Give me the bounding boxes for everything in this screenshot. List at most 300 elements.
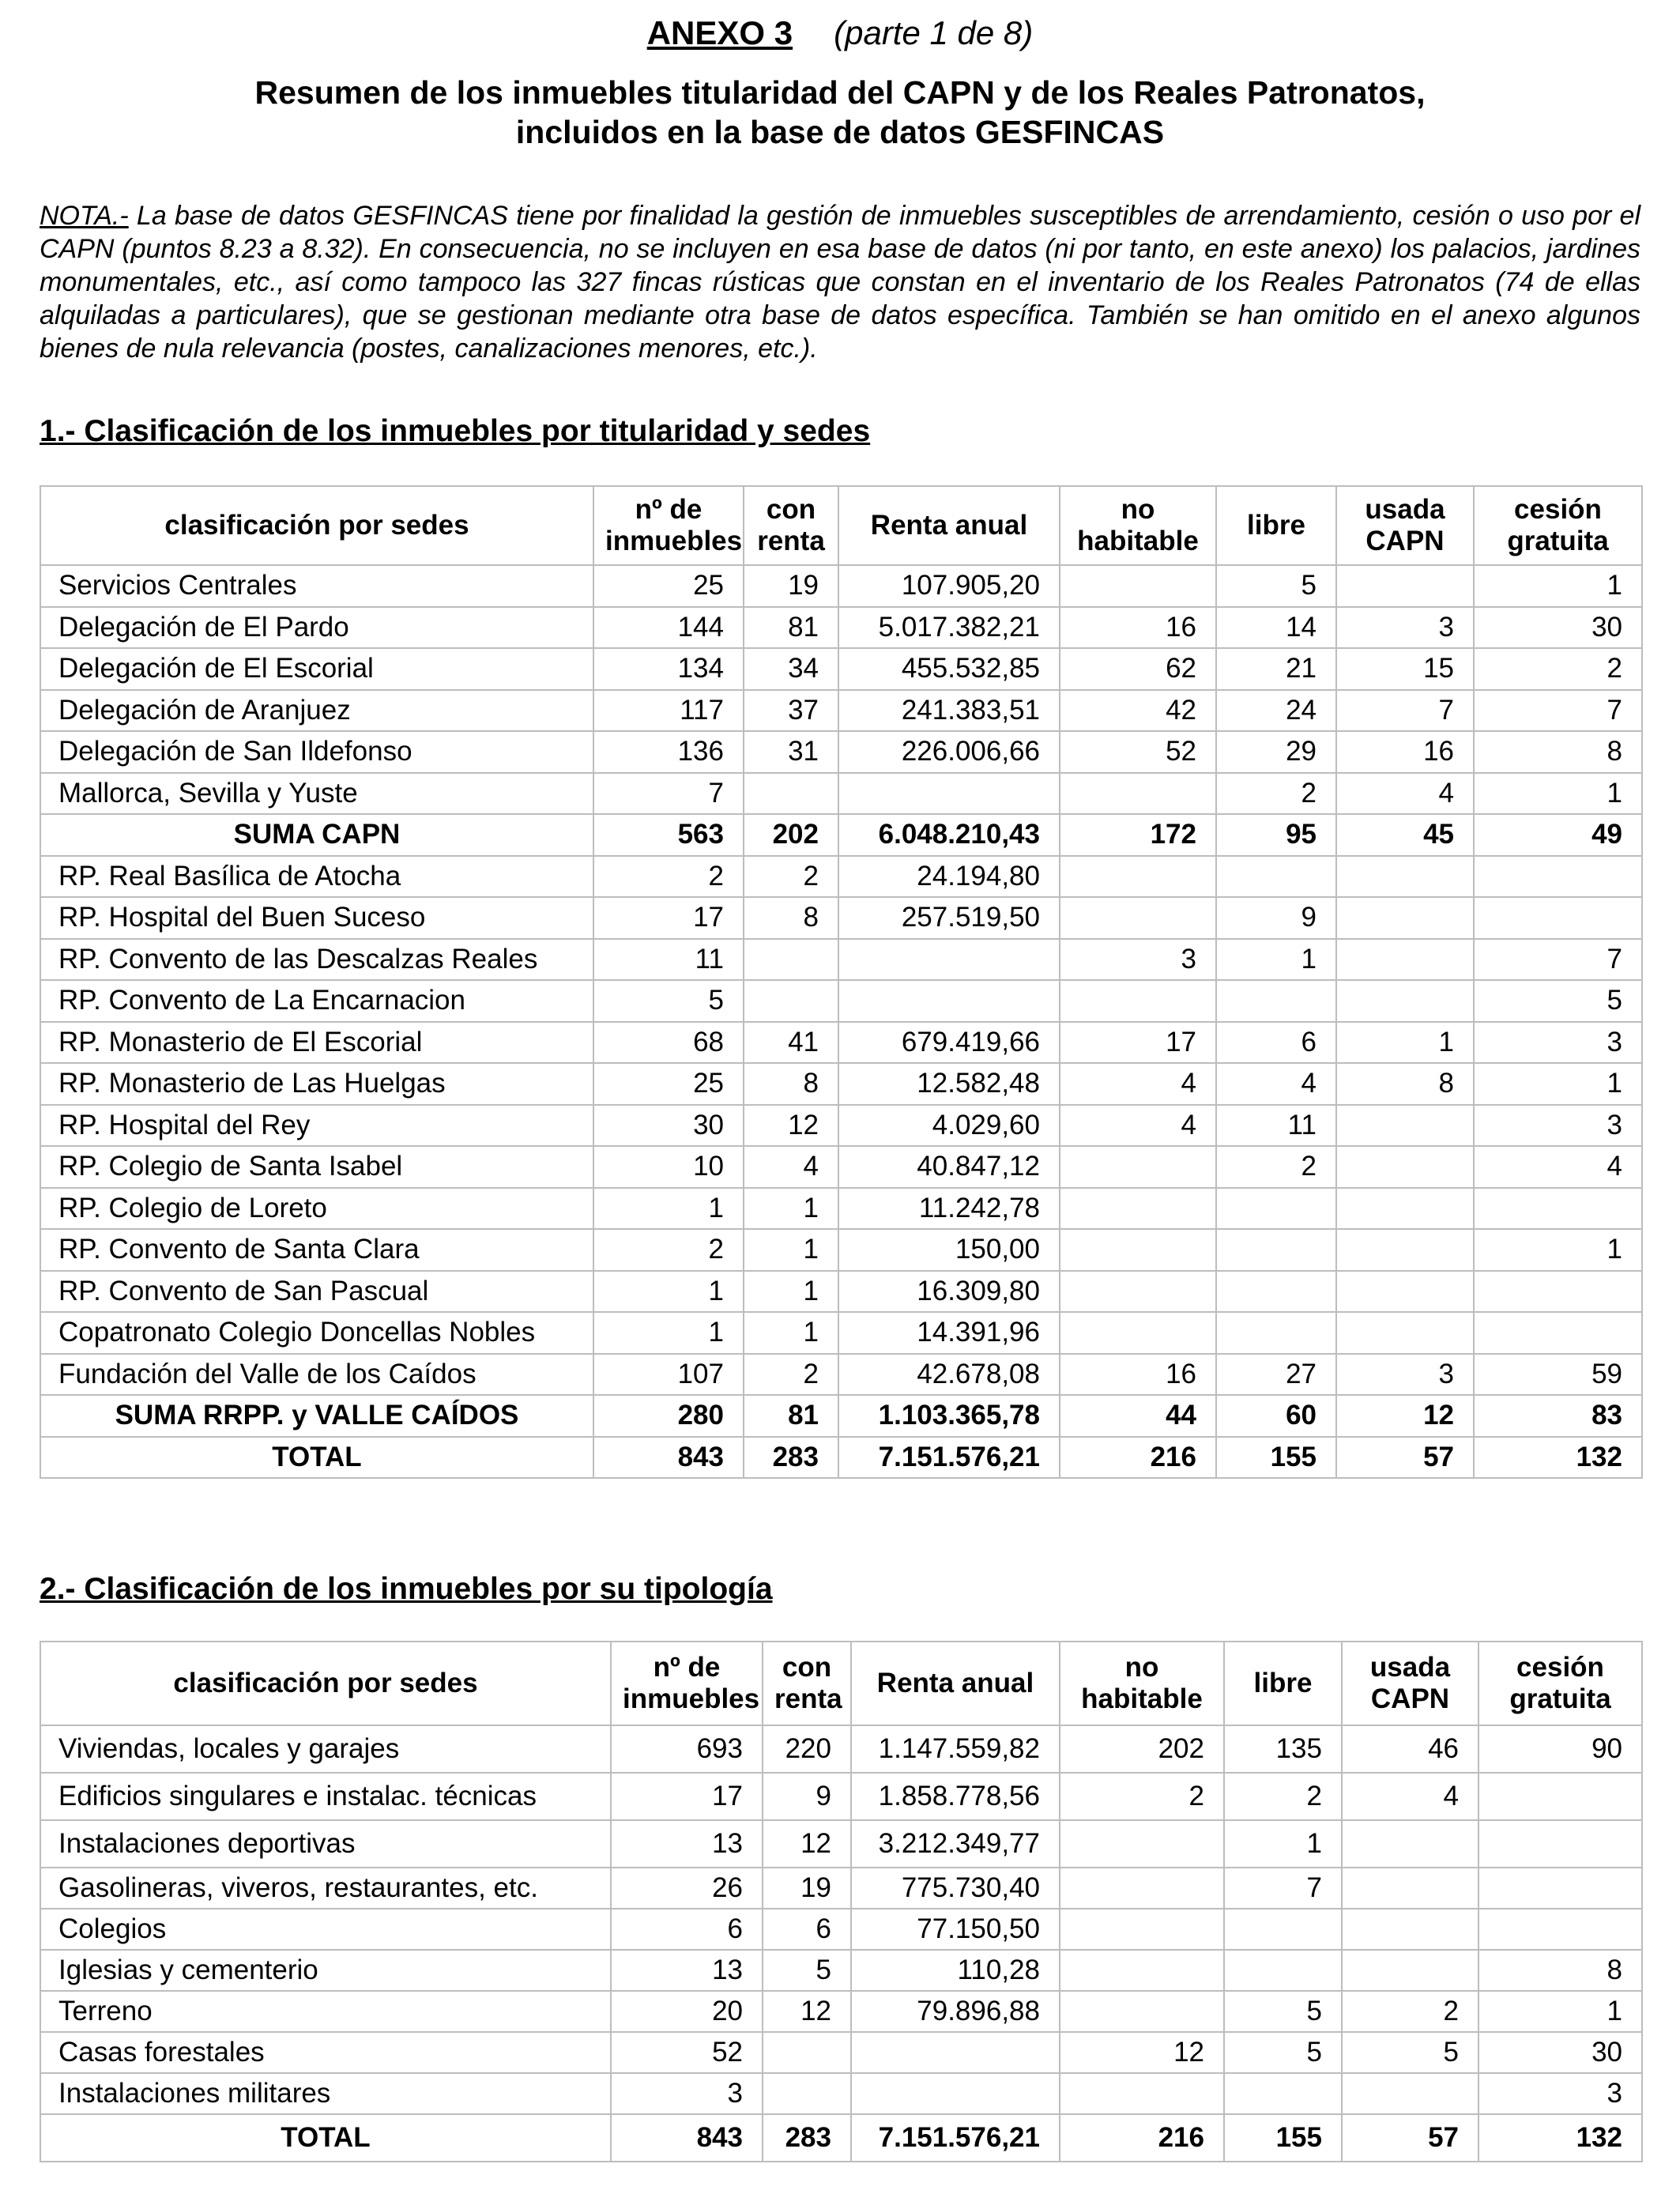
subtitle-line-2: incluidos en la base de datos GESFINCAS <box>515 114 1165 150</box>
document-subtitle <box>0 73 1680 152</box>
value-cell: 30 <box>1478 2032 1642 2073</box>
value-cell: 1.103.365,78 <box>838 1395 1060 1437</box>
value-cell <box>1478 1868 1642 1909</box>
value-cell <box>1060 2073 1224 2114</box>
table-row <box>40 1188 1642 1230</box>
value-cell: 216 <box>1060 1437 1216 1479</box>
value-cell: 8 <box>744 1063 838 1105</box>
value-cell: 16 <box>1060 1354 1216 1396</box>
value-cell: 144 <box>593 607 744 649</box>
value-cell: 843 <box>593 1437 744 1479</box>
value-cell <box>1060 1229 1216 1271</box>
column-header <box>1336 486 1474 565</box>
value-cell: 843 <box>611 2114 763 2162</box>
value-cell: 81 <box>744 607 838 649</box>
row-label-cell: Gasolineras, viveros, restaurantes, etc. <box>40 1868 611 1909</box>
column-header-text: CAPN <box>1370 1683 1450 1714</box>
column-header <box>838 486 1060 565</box>
value-cell <box>1478 1773 1642 1820</box>
value-cell: 79.896,88 <box>851 1991 1060 2032</box>
value-cell: 172 <box>1060 814 1216 856</box>
column-header-text: habitable <box>1081 1683 1203 1714</box>
value-cell: 4 <box>1216 1063 1336 1105</box>
value-cell <box>1216 980 1336 1022</box>
column-header-text: renta <box>757 526 825 556</box>
section-1-heading: 1.- Clasificación de los inmuebles por titularidad y sedes <box>40 414 871 448</box>
column-header-text: clasificación por sedes <box>164 510 469 541</box>
row-label-cell: RP. Monasterio de Las Huelgas <box>40 1063 593 1105</box>
annex-part: (parte 1 de 8) <box>834 14 1034 51</box>
row-label-cell: Casas forestales <box>40 2032 611 2073</box>
row-label-cell: Servicios Centrales <box>40 565 593 607</box>
table-row <box>40 1022 1642 1064</box>
value-cell: 2 <box>1216 773 1336 815</box>
row-label-cell: Colegios <box>40 1909 611 1950</box>
total-row <box>40 1395 1642 1437</box>
row-label-cell: RP. Hospital del Buen Suceso <box>40 897 593 939</box>
value-cell: 8 <box>1336 1063 1474 1105</box>
value-cell: 1 <box>1478 1991 1642 2032</box>
row-label-cell: TOTAL <box>40 2114 611 2162</box>
value-cell <box>1336 939 1474 981</box>
value-cell <box>1216 1312 1336 1354</box>
row-label-cell: RP. Monasterio de El Escorial <box>40 1022 593 1064</box>
value-cell: 4 <box>744 1146 838 1188</box>
table-row <box>40 856 1642 898</box>
value-cell: 1 <box>744 1271 838 1313</box>
column-header-text: renta <box>774 1683 842 1714</box>
value-cell: 90 <box>1478 1725 1642 1773</box>
value-cell <box>1342 1909 1478 1950</box>
value-cell: 45 <box>1336 814 1474 856</box>
value-cell: 679.419,66 <box>838 1022 1060 1064</box>
value-cell: 21 <box>1216 648 1336 690</box>
table-row <box>40 731 1642 773</box>
value-cell: 5.017.382,21 <box>838 607 1060 649</box>
value-cell: 2 <box>1342 1991 1478 2032</box>
value-cell: 8 <box>1474 731 1642 773</box>
table-row <box>40 980 1642 1022</box>
value-cell: 257.519,50 <box>838 897 1060 939</box>
value-cell: 1 <box>1336 1022 1474 1064</box>
table-row <box>40 897 1642 939</box>
note-text: La base de datos GESFINCAS tiene por finalidad la gestión de inmuebles susceptibles de arrendamiento, cesión o uso por el CAPN (puntos 8.23 a 8.32). En consecuencia, no se incluyen en esa base de datos (ni por tanto, en este anexo) los palacios, jardines monumentales, etc., así como tampoco las 327 fincas rústicas que constan en el inventario de los Reales Patronatos (74 de ellas alquiladas a particulares), que se gestionan mediante otra base de datos específica. También se han omitido en el anexo algunos bienes de nula relevancia (postes, canalizaciones menores, etc.). <box>40 201 1640 364</box>
table-by-typology <box>40 1641 1643 2162</box>
value-cell: 19 <box>744 565 838 607</box>
value-cell <box>1224 2073 1342 2114</box>
column-header-text: con <box>782 1652 832 1683</box>
value-cell <box>1336 856 1474 898</box>
table-row <box>40 607 1642 649</box>
value-cell: 20 <box>611 1991 763 2032</box>
value-cell <box>1478 1909 1642 1950</box>
value-cell <box>1060 1271 1216 1313</box>
value-cell: 49 <box>1474 814 1642 856</box>
value-cell: 26 <box>611 1868 763 1909</box>
value-cell <box>851 2032 1060 2073</box>
value-cell <box>1474 897 1642 939</box>
value-cell: 1.858.778,56 <box>851 1773 1060 1820</box>
value-cell <box>1336 1146 1474 1188</box>
value-cell: 2 <box>1216 1146 1336 1188</box>
table-row <box>40 1868 1642 1909</box>
column-header <box>40 486 593 565</box>
value-cell <box>1336 1188 1474 1230</box>
column-header <box>1060 486 1216 565</box>
value-cell: 693 <box>611 1725 763 1773</box>
table-row <box>40 1909 1642 1950</box>
value-cell: 6 <box>611 1909 763 1950</box>
total-row <box>40 1437 1642 1479</box>
column-header <box>1216 486 1336 565</box>
column-header <box>744 486 838 565</box>
value-cell: 1 <box>1224 1820 1342 1868</box>
value-cell: 37 <box>744 690 838 732</box>
value-cell: 1 <box>1474 1229 1642 1271</box>
row-label-cell: Terreno <box>40 1991 611 2032</box>
value-cell: 1 <box>1474 1063 1642 1105</box>
value-cell <box>744 980 838 1022</box>
value-cell: 117 <box>593 690 744 732</box>
value-cell: 1.147.559,82 <box>851 1725 1060 1773</box>
value-cell: 2 <box>1224 1773 1342 1820</box>
table-row <box>40 565 1642 607</box>
row-label-cell: RP. Convento de Santa Clara <box>40 1229 593 1271</box>
value-cell: 41 <box>744 1022 838 1064</box>
value-cell <box>1474 1188 1642 1230</box>
value-cell <box>1060 1991 1224 2032</box>
value-cell: 42.678,08 <box>838 1354 1060 1396</box>
value-cell: 14 <box>1216 607 1336 649</box>
value-cell: 62 <box>1060 648 1216 690</box>
value-cell: 241.383,51 <box>838 690 1060 732</box>
value-cell: 7 <box>1474 690 1642 732</box>
value-cell <box>1474 1312 1642 1354</box>
column-header <box>1060 1642 1224 1725</box>
value-cell: 283 <box>744 1437 838 1479</box>
value-cell: 13 <box>611 1820 763 1868</box>
value-cell: 2 <box>744 856 838 898</box>
column-header-text: con <box>766 494 816 525</box>
table-row <box>40 1105 1642 1147</box>
value-cell: 3 <box>1336 1354 1474 1396</box>
value-cell: 107.905,20 <box>838 565 1060 607</box>
value-cell <box>1060 856 1216 898</box>
table-row <box>40 1950 1642 1991</box>
value-cell: 775.730,40 <box>851 1868 1060 1909</box>
value-cell: 455.532,85 <box>838 648 1060 690</box>
table-row <box>40 1991 1642 2032</box>
value-cell: 2 <box>744 1354 838 1396</box>
value-cell <box>1060 565 1216 607</box>
row-label-cell: TOTAL <box>40 1437 593 1479</box>
value-cell: 5 <box>1342 2032 1478 2073</box>
row-label-cell: Delegación de El Escorial <box>40 648 593 690</box>
value-cell: 1 <box>593 1312 744 1354</box>
column-header <box>40 1642 611 1725</box>
annex-title: ANEXO 3 <box>646 14 793 51</box>
column-header <box>593 486 744 565</box>
value-cell: 31 <box>744 731 838 773</box>
column-header <box>763 1642 851 1725</box>
value-cell <box>1342 1950 1478 1991</box>
value-cell: 12.582,48 <box>838 1063 1060 1105</box>
table-row <box>40 1725 1642 1773</box>
value-cell: 10 <box>593 1146 744 1188</box>
value-cell: 1 <box>1474 565 1642 607</box>
document-title <box>0 11 1680 55</box>
value-cell: 4 <box>1474 1146 1642 1188</box>
value-cell: 5 <box>1224 1991 1342 2032</box>
value-cell <box>763 2073 851 2114</box>
value-cell: 6 <box>1216 1022 1336 1064</box>
value-cell: 81 <box>744 1395 838 1437</box>
column-header-text: nº de <box>653 1652 721 1683</box>
table-row <box>40 1354 1642 1396</box>
value-cell: 1 <box>1474 773 1642 815</box>
row-label-cell: Viviendas, locales y garajes <box>40 1725 611 1773</box>
value-cell: 40.847,12 <box>838 1146 1060 1188</box>
row-label-cell: Edificios singulares e instalac. técnicas <box>40 1773 611 1820</box>
value-cell <box>1060 1312 1216 1354</box>
value-cell <box>1478 1820 1642 1868</box>
note-label: NOTA.- <box>40 201 129 231</box>
table-body <box>40 565 1642 1478</box>
value-cell: 283 <box>763 2114 851 2162</box>
table-row <box>40 1312 1642 1354</box>
value-cell: 12 <box>763 1820 851 1868</box>
value-cell <box>1060 1188 1216 1230</box>
value-cell: 202 <box>744 814 838 856</box>
value-cell: 3 <box>1474 1105 1642 1147</box>
value-cell: 17 <box>611 1773 763 1820</box>
value-cell <box>1336 897 1474 939</box>
value-cell: 136 <box>593 731 744 773</box>
value-cell <box>1216 856 1336 898</box>
value-cell: 4 <box>1060 1063 1216 1105</box>
value-cell: 6 <box>763 1909 851 1950</box>
value-cell: 17 <box>593 897 744 939</box>
value-cell: 8 <box>1478 1950 1642 1991</box>
column-header-text: CAPN <box>1365 526 1445 556</box>
value-cell: 19 <box>763 1868 851 1909</box>
row-label-cell: RP. Colegio de Loreto <box>40 1188 593 1230</box>
value-cell: 14.391,96 <box>838 1312 1060 1354</box>
value-cell: 17 <box>1060 1022 1216 1064</box>
row-label-cell: Delegación de San Ildefonso <box>40 731 593 773</box>
value-cell: 280 <box>593 1395 744 1437</box>
value-cell <box>1474 856 1642 898</box>
value-cell <box>851 2073 1060 2114</box>
value-cell: 5 <box>763 1950 851 1991</box>
value-cell <box>1224 1950 1342 1991</box>
value-cell: 3 <box>1478 2073 1642 2114</box>
column-header-text: usada <box>1365 494 1445 525</box>
value-cell <box>1060 1909 1224 1950</box>
value-cell: 7 <box>1224 1868 1342 1909</box>
table-row <box>40 1773 1642 1820</box>
table-row <box>40 648 1642 690</box>
row-label-cell: Mallorca, Sevilla y Yuste <box>40 773 593 815</box>
row-label-cell: Iglesias y cementerio <box>40 1950 611 1991</box>
column-header-text: nº de <box>635 494 703 525</box>
value-cell: 16 <box>1336 731 1474 773</box>
value-cell: 132 <box>1478 2114 1642 2162</box>
value-cell: 3 <box>1474 1022 1642 1064</box>
value-cell: 1 <box>744 1312 838 1354</box>
value-cell: 11 <box>1216 1105 1336 1147</box>
section-2-heading: 2.- Clasificación de los inmuebles por su tipología <box>40 1572 773 1606</box>
row-label-cell: Instalaciones militares <box>40 2073 611 2114</box>
column-header-text: no <box>1124 1652 1159 1683</box>
value-cell <box>1060 1146 1216 1188</box>
value-cell: 216 <box>1060 2114 1224 2162</box>
row-label-cell: RP. Colegio de Santa Isabel <box>40 1146 593 1188</box>
value-cell: 1 <box>1216 939 1336 981</box>
value-cell <box>1342 2073 1478 2114</box>
table-row <box>40 2073 1642 2114</box>
column-header-text: Renta anual <box>876 1668 1034 1698</box>
table-header-row <box>40 1642 1642 1725</box>
row-label-cell: RP. Convento de las Descalzas Reales <box>40 939 593 981</box>
value-cell <box>1342 1868 1478 1909</box>
table-row <box>40 690 1642 732</box>
row-label-cell: Delegación de El Pardo <box>40 607 593 649</box>
value-cell: 2 <box>1060 1773 1224 1820</box>
value-cell: 44 <box>1060 1395 1216 1437</box>
row-label-cell: RP. Convento de San Pascual <box>40 1271 593 1313</box>
value-cell: 16.309,80 <box>838 1271 1060 1313</box>
value-cell <box>1060 1820 1224 1868</box>
value-cell: 4 <box>1342 1773 1478 1820</box>
column-header-text: habitable <box>1077 526 1199 556</box>
value-cell <box>838 773 1060 815</box>
value-cell: 4 <box>1060 1105 1216 1147</box>
value-cell: 134 <box>593 648 744 690</box>
row-label-cell: Copatronato Colegio Doncellas Nobles <box>40 1312 593 1354</box>
value-cell: 2 <box>593 856 744 898</box>
table-row <box>40 1063 1642 1105</box>
column-header <box>851 1642 1060 1725</box>
column-header-text: clasificación por sedes <box>173 1668 478 1698</box>
value-cell: 150,00 <box>838 1229 1060 1271</box>
row-label-cell: SUMA CAPN <box>40 814 593 856</box>
value-cell: 29 <box>1216 731 1336 773</box>
column-header-text: usada <box>1369 1652 1451 1683</box>
value-cell: 4.029,60 <box>838 1105 1060 1147</box>
value-cell: 77.150,50 <box>851 1909 1060 1950</box>
column-header-text: Renta anual <box>870 510 1028 541</box>
value-cell <box>1216 1188 1336 1230</box>
value-cell <box>1060 1868 1224 1909</box>
column-header-text: cesión <box>1514 494 1602 525</box>
value-cell: 5 <box>1474 980 1642 1022</box>
column-header-text: gratuita <box>1507 526 1609 556</box>
value-cell: 7 <box>1336 690 1474 732</box>
value-cell: 7 <box>593 773 744 815</box>
value-cell <box>1474 1271 1642 1313</box>
value-cell <box>763 2032 851 2073</box>
column-header <box>1474 486 1642 565</box>
value-cell <box>1336 980 1474 1022</box>
value-cell <box>1216 1271 1336 1313</box>
table-by-headquarters <box>40 485 1643 1479</box>
value-cell: 3.212.349,77 <box>851 1820 1060 1868</box>
value-cell <box>1224 1909 1342 1950</box>
value-cell: 7.151.576,21 <box>851 2114 1060 2162</box>
value-cell <box>1336 1229 1474 1271</box>
row-label-cell: SUMA RRPP. y VALLE CAÍDOS <box>40 1395 593 1437</box>
value-cell: 95 <box>1216 814 1336 856</box>
column-header-text: inmuebles <box>605 526 743 556</box>
value-cell: 2 <box>1474 648 1642 690</box>
table-row <box>40 939 1642 981</box>
value-cell: 8 <box>744 897 838 939</box>
value-cell <box>1060 897 1216 939</box>
value-cell <box>1336 1105 1474 1147</box>
note-paragraph <box>40 199 1640 365</box>
table-row <box>40 1271 1642 1313</box>
column-header <box>1478 1642 1642 1725</box>
value-cell: 563 <box>593 814 744 856</box>
subtitle-line-1: Resumen de los inmuebles titularidad del CAPN y de los Reales Patronatos, <box>254 74 1426 111</box>
value-cell: 11.242,78 <box>838 1188 1060 1230</box>
value-cell: 4 <box>1336 773 1474 815</box>
value-cell: 132 <box>1474 1437 1642 1479</box>
column-header-text: libre <box>1253 1668 1313 1698</box>
value-cell: 30 <box>1474 607 1642 649</box>
value-cell: 52 <box>1060 731 1216 773</box>
value-cell: 25 <box>593 565 744 607</box>
value-cell: 135 <box>1224 1725 1342 1773</box>
value-cell: 16 <box>1060 607 1216 649</box>
value-cell: 1 <box>744 1188 838 1230</box>
value-cell: 6.048.210,43 <box>838 814 1060 856</box>
table-row <box>40 2032 1642 2073</box>
row-label-cell: Delegación de Aranjuez <box>40 690 593 732</box>
value-cell: 1 <box>593 1188 744 1230</box>
value-cell: 2 <box>593 1229 744 1271</box>
value-cell: 25 <box>593 1063 744 1105</box>
row-label-cell: Instalaciones deportivas <box>40 1820 611 1868</box>
total-row <box>40 2114 1642 2162</box>
value-cell: 155 <box>1216 1437 1336 1479</box>
value-cell: 42 <box>1060 690 1216 732</box>
value-cell: 27 <box>1216 1354 1336 1396</box>
value-cell: 1 <box>744 1229 838 1271</box>
value-cell: 24 <box>1216 690 1336 732</box>
value-cell: 59 <box>1474 1354 1642 1396</box>
value-cell: 5 <box>1216 565 1336 607</box>
value-cell: 9 <box>763 1773 851 1820</box>
value-cell <box>1336 1271 1474 1313</box>
value-cell: 5 <box>593 980 744 1022</box>
value-cell: 68 <box>593 1022 744 1064</box>
value-cell: 12 <box>763 1991 851 2032</box>
value-cell <box>744 773 838 815</box>
value-cell: 202 <box>1060 1725 1224 1773</box>
table-row <box>40 1146 1642 1188</box>
value-cell: 12 <box>744 1105 838 1147</box>
value-cell: 7.151.576,21 <box>838 1437 1060 1479</box>
column-header-text: libre <box>1247 510 1305 541</box>
value-cell: 83 <box>1474 1395 1642 1437</box>
row-label-cell: RP. Hospital del Rey <box>40 1105 593 1147</box>
column-header-text: cesión <box>1516 1652 1604 1683</box>
value-cell: 13 <box>611 1950 763 1991</box>
value-cell: 24.194,80 <box>838 856 1060 898</box>
column-header-text: inmuebles <box>623 1683 760 1714</box>
